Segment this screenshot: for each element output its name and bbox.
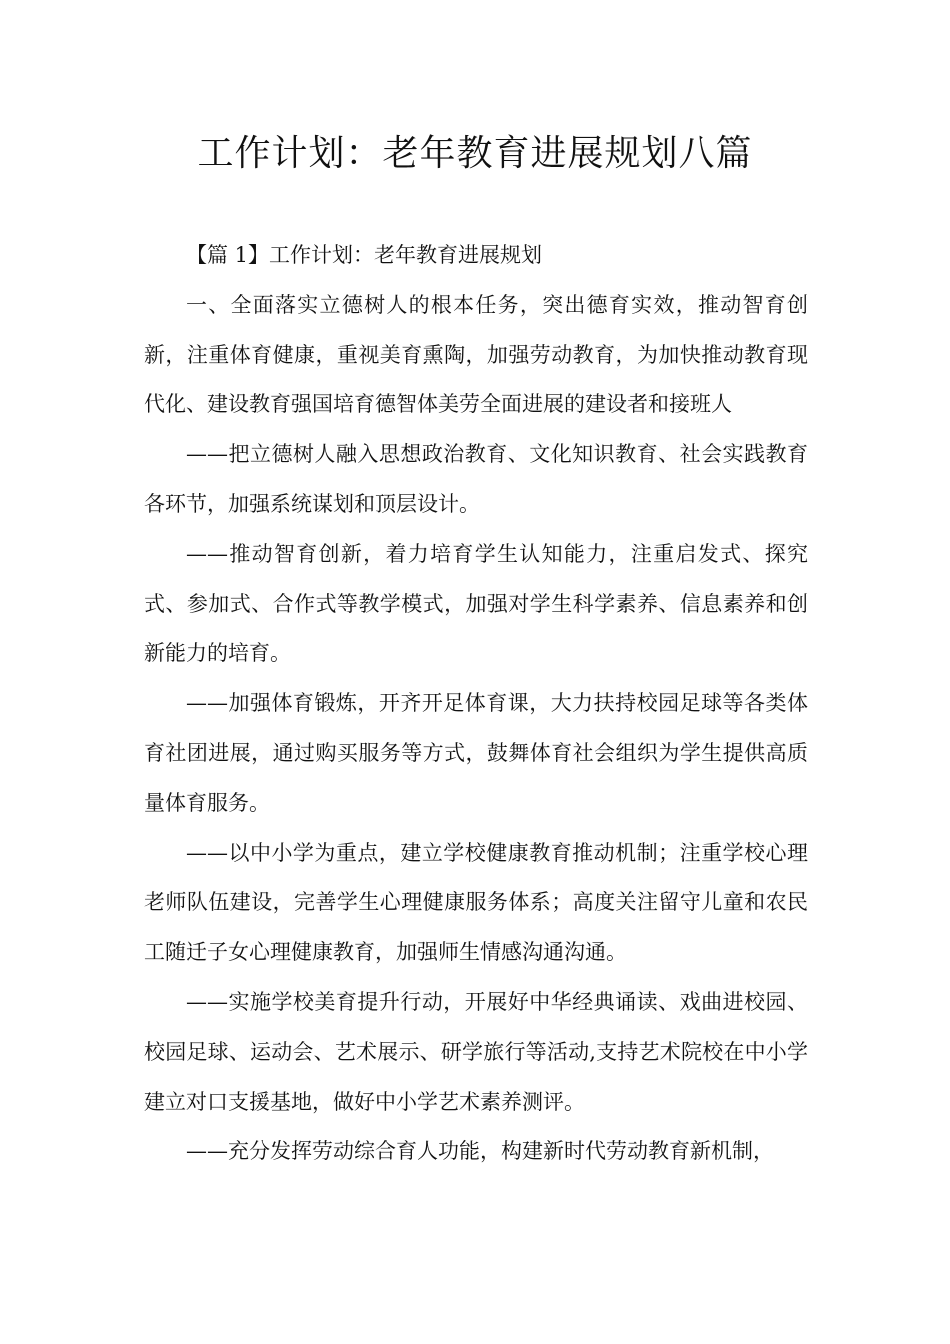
paragraph: ——以中小学为重点，建立学校健康教育推动机制；注重学校心理老师队伍建设，完善学生心理健康服务体系；高度关注留守儿童和农民工随迁子女心理健康教育，加强师生情感沟通沟通。 (144, 840, 808, 965)
paragraph: ——推动智育创新，着力培育学生认知能力，注重启发式、探究式、参加式、合作式等教学模式，加强对学生科学素养、信息素养和创新能力的培育。 (144, 541, 808, 666)
document-title: 工作计划：老年教育进展规划八篇 (197, 133, 753, 174)
paragraph: ——加强体育锻炼，开齐开足体育课，大力扶持校园足球等各类体育社团进展，通过购买服务等方式，鼓舞体育社会组织为学生提供高质量体育服务。 (144, 691, 808, 815)
paragraph: ——把立德树人融入思想政治教育、文化知识教育、社会实践教育各环节，加强系统谋划和顶层设计。 (144, 442, 808, 516)
paragraph: 一、全面落实立德树人的根本任务，突出德育实效，推动智育创新，注重体育健康，重视美育熏陶，加强劳动教育，为加快推动教育现代化、建设教育强国培育德智体美劳全面进展的建设者和接班人 (144, 292, 808, 417)
paragraph: ——实施学校美育提升行动，开展好中华经典诵读、戏曲进校园、校园足球、运动会、艺术展示、研学旅行等活动,支持艺术院校在中小学建立对口支援基地，做好中小学艺术素养测评。 (144, 989, 808, 1114)
document-body (144, 231, 808, 1177)
section-heading: 【篇 1】工作计划：老年教育进展规划 (186, 243, 543, 267)
paragraph: ——充分发挥劳动综合育人功能，构建新时代劳动教育新机制， (186, 1139, 774, 1164)
